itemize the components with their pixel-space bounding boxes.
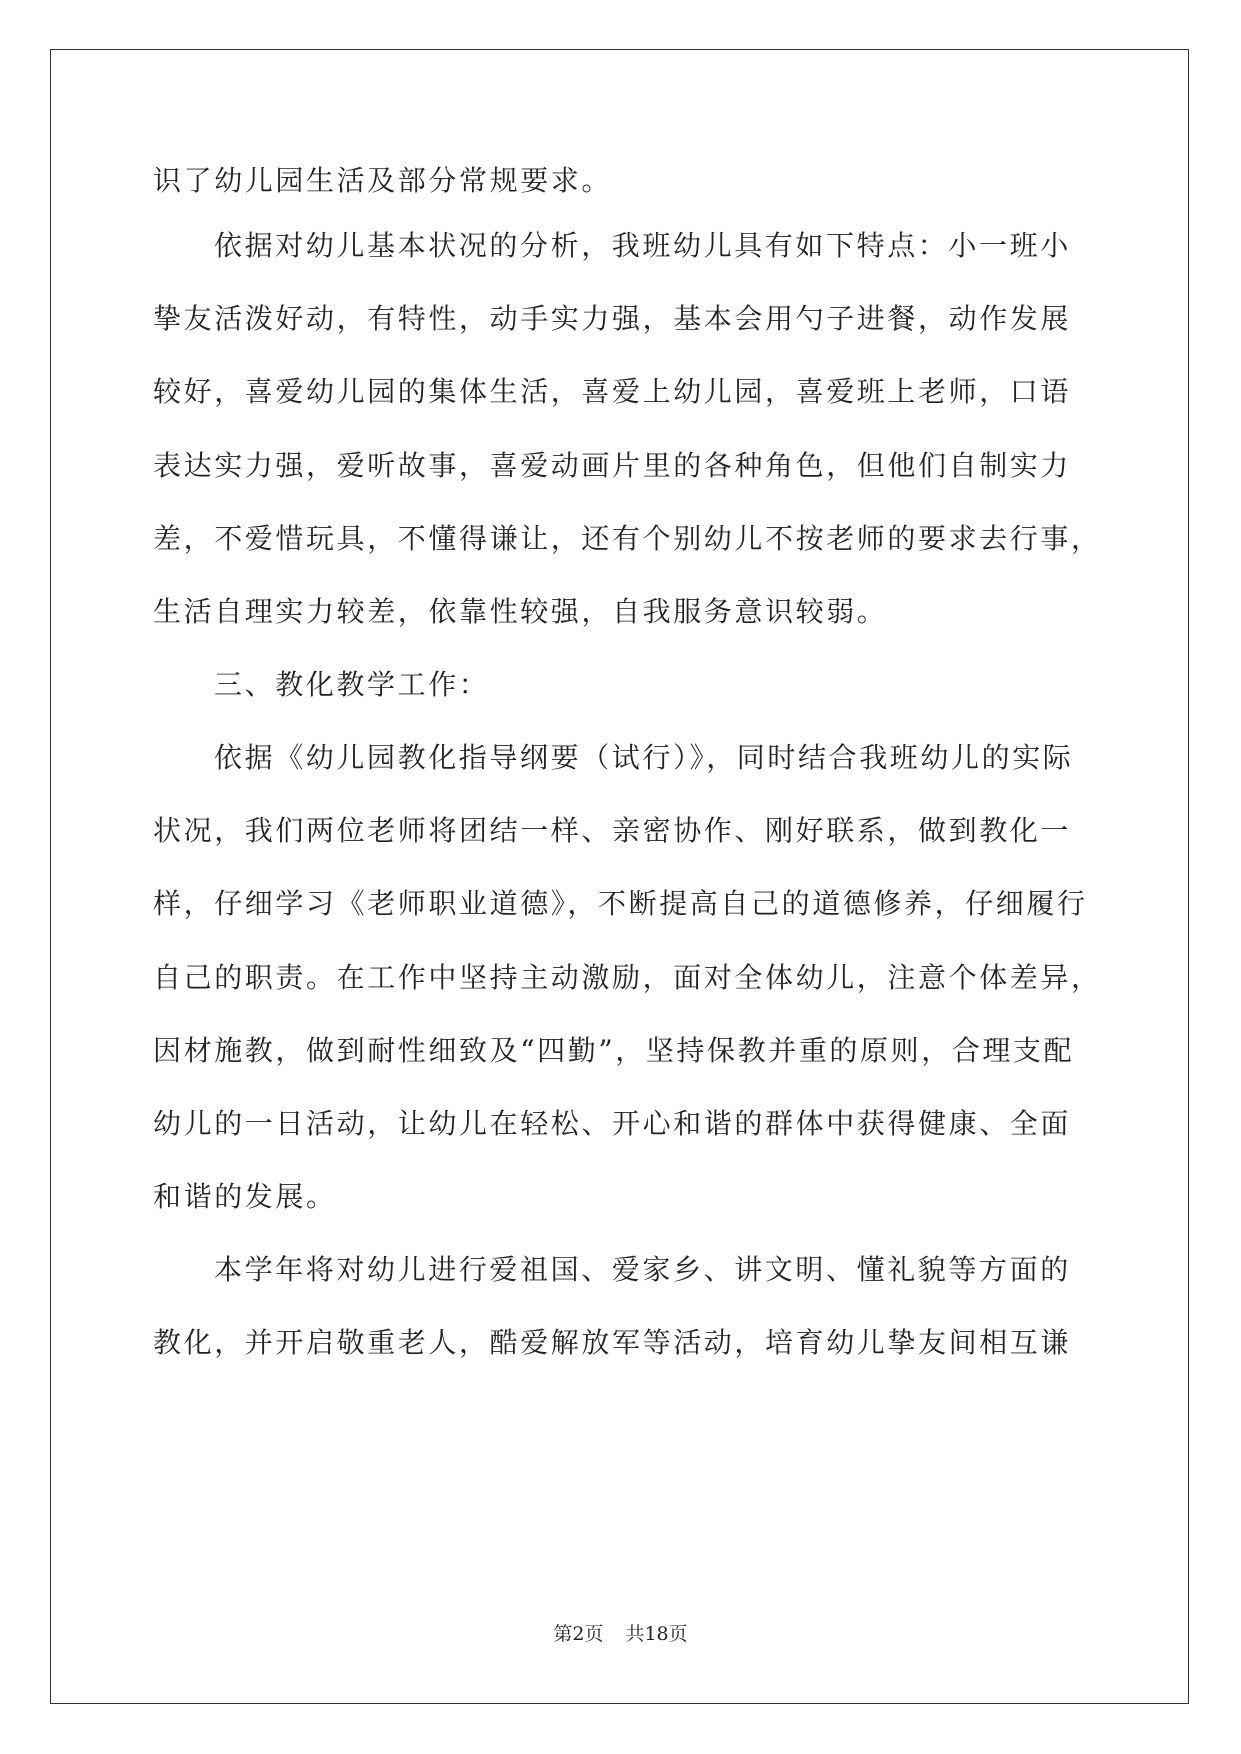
text-line: 状况，我们两位老师将团结一样、亲密协作、刚好联系，做到教化一 (153, 814, 1072, 847)
paragraph-start-line: 依据《幼儿园教化指导纲要（试行）》，同时结合我班幼儿的实际 (214, 741, 1074, 774)
text-line: 表达实力强，爱听故事，喜爱动画片里的各种角色，但他们自制实力 (153, 449, 1072, 482)
text-line: 因材施教，做到耐性细致及“四勤”，坚持保教并重的原则，合理支配 (153, 1034, 1075, 1067)
text-line: 较好，喜爱幼儿园的集体生活，喜爱上幼儿园，喜爱班上老师，口语 (153, 375, 1072, 408)
page-number: 第2页 (553, 1623, 604, 1645)
text-line: 自己的职责。在工作中坚持主动激励，面对全体幼儿，注意个体差异， (153, 961, 1102, 994)
text-line: 教化，并开启敬重老人，酷爱解放军等活动，培育幼儿挚友间相互谦 (153, 1326, 1072, 1359)
page-border (50, 49, 1189, 1704)
text-line: 生活自理实力较差，依靠性较强，自我服务意识较弱。 (153, 595, 888, 628)
paragraph-start-line: 依据对幼儿基本状况的分析，我班幼儿具有如下特点：小一班小 (214, 229, 1071, 262)
text-line: 幼儿的一日活动，让幼儿在轻松、开心和谐的群体中获得健康、全面 (153, 1107, 1072, 1140)
page-total: 共18页 (625, 1623, 688, 1645)
text-line: 差，不爱惜玩具，不懂得谦让，还有个别幼儿不按老师的要求去行事， (153, 522, 1102, 555)
text-line: 和谐的发展。 (153, 1180, 337, 1213)
text-line: 样，仔细学习《老师职业道德》，不断提高自己的道德修养，仔细履行 (153, 887, 1088, 920)
section-heading: 三、教化教学工作： (214, 668, 490, 701)
page-footer (0, 1622, 1241, 1646)
text-line: 识了幼儿园生活及部分常规要求。 (153, 164, 613, 197)
text-line: 挚友活泼好动，有特性，动手实力强，基本会用勺子进餐，动作发展 (153, 302, 1072, 335)
paragraph-start-line: 本学年将对幼儿进行爱祖国、爱家乡、讲文明、懂礼貌等方面的 (214, 1253, 1071, 1286)
